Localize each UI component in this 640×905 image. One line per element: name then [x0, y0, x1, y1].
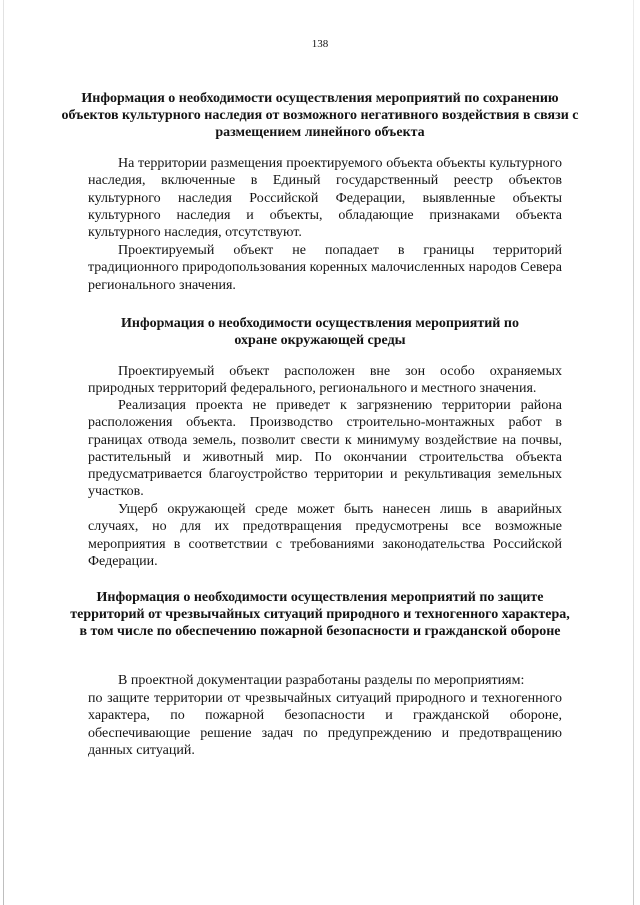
heading-environment-protection: Информация о необходимости осуществления мероприятий по охране окружающей среды — [121, 316, 519, 348]
paragraph-protected-areas: Проектируемый объект расположен вне зон особо охраняемых природных территорий федерального, регионального и местного значения. — [88, 364, 562, 397]
paragraph-emergency-measures: по защите территории от чрезвычайных ситуаций природного и техногенного характера, по пожарной безопасности и гражданской обороне, обеспечивающие решение задач по предупреждению и предотвращению данных ситуаций. — [88, 691, 562, 758]
scan-edge-left — [3, 0, 4, 905]
heading-emergency-protection: Информация о необходимости осуществления мероприятий по защите территорий от чрезвычайных ситуаций природного и техногенного характера, в том числе по обеспечению пожарной безопасности и гражданской обороне — [70, 590, 570, 639]
paragraph-traditional-territories: Проектируемый объект не попадает в границы территорий традиционного природопользования коренных малочисленных народов Севера регионального значения. — [88, 243, 562, 293]
paragraph-cultural-heritage-objects: На территории размещения проектируемого объекта объекты культурного наследия, включенные в Единый государственный реестр объектов культурного наследия Российской Федерации, выявленные объекты культурного наследия и объекты, обладающие признаками объекта культурного наследия, отсутствуют. — [88, 156, 562, 241]
paragraph-documentation-sections: В проектной документации разработаны разделы по мероприятиям: — [118, 673, 525, 688]
paragraph-environmental-damage: Ущерб окружающей среде может быть нанесен лишь в аварийных случаях, но для их предотвращения предусмотрены все возможные мероприятия в соответствии с требованиями законодательства Российской Федерации. — [88, 502, 562, 569]
heading-cultural-heritage: Информация о необходимости осуществления мероприятий по сохранению объектов культурного наследия от возможного негативного воздействия в связи с размещением линейного объекта — [61, 91, 579, 140]
scan-edge-right — [633, 0, 634, 905]
page-number: 138 — [311, 38, 329, 50]
paragraph-project-implementation: Реализация проекта не приведет к загрязнению территории района расположения объекта. Производство строительно-монтажных работ в границах отвода земель, позволит свести к минимуму воздействие на почвы, растительный и животный мир. По окончании строительства объекта предусматривается благоустройство территории и рекультивация земельных участков. — [88, 398, 562, 500]
